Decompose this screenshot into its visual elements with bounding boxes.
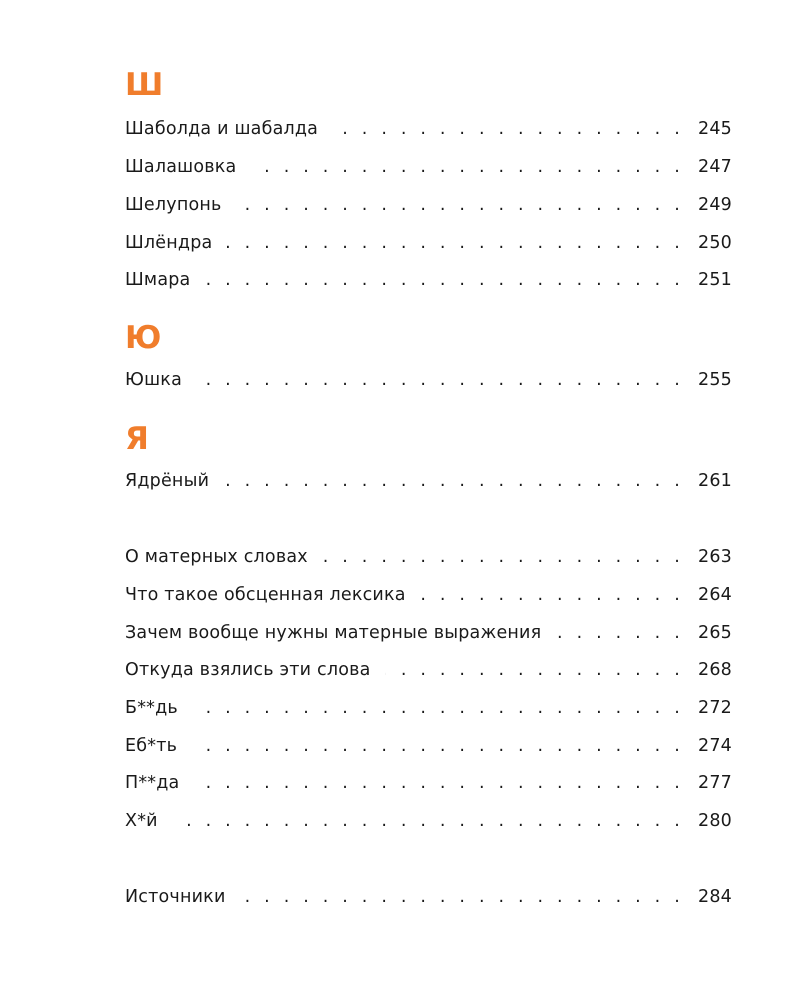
toc-entry[interactable]	[125, 268, 732, 292]
entry-title: Шалашовка	[125, 157, 237, 177]
dot-leader	[193, 771, 684, 795]
dot-leader	[204, 268, 684, 292]
entry-page-number: 277	[697, 773, 732, 793]
toc-entry[interactable]	[125, 368, 732, 392]
entry-title: Источники	[125, 887, 226, 907]
entry-title: Шлёндра	[125, 233, 213, 253]
toc-entry[interactable]	[125, 696, 732, 720]
entry-title: П**да	[125, 773, 180, 793]
dot-leader	[191, 734, 684, 758]
toc-entry[interactable]	[125, 621, 732, 645]
entry-title: Что такое обсценная лексика	[125, 585, 406, 605]
dot-leader	[385, 658, 684, 682]
entry-page-number: 268	[697, 660, 732, 680]
entry-page-number: 250	[697, 233, 732, 253]
entry-title: Б**дь	[125, 698, 178, 718]
entry-title: Откуда взялись эти слова	[125, 660, 371, 680]
entry-title: О матерных словах	[125, 547, 308, 567]
section-letter: Ш	[125, 67, 163, 103]
dot-leader	[236, 193, 684, 217]
entry-page-number: 272	[697, 698, 732, 718]
entry-page-number: 280	[697, 811, 732, 831]
dot-leader	[226, 231, 684, 255]
toc-entry[interactable]	[125, 155, 732, 179]
toc-entry[interactable]	[125, 658, 732, 682]
toc-entry[interactable]	[125, 231, 732, 255]
entry-page-number: 251	[697, 270, 732, 290]
entry-title: Шмара	[125, 270, 191, 290]
entry-page-number: 261	[697, 471, 732, 491]
entry-page-number: 255	[697, 370, 732, 390]
entry-page-number: 249	[697, 195, 732, 215]
section-letter: Я	[125, 421, 148, 457]
dot-leader	[332, 117, 684, 141]
dot-leader	[196, 368, 684, 392]
toc-entry[interactable]	[125, 583, 732, 607]
toc-entry[interactable]	[125, 193, 732, 217]
dot-leader	[192, 696, 684, 720]
toc-entry[interactable]	[125, 469, 732, 493]
entry-title: Шелупонь	[125, 195, 222, 215]
entry-title: Зачем вообще нужны матерные выражения	[125, 623, 542, 643]
section-letter: Ю	[125, 320, 161, 356]
entry-page-number: 263	[697, 547, 732, 567]
toc-entry[interactable]	[125, 545, 732, 569]
dot-leader	[250, 155, 684, 179]
entry-page-number: 245	[697, 119, 732, 139]
toc-entry[interactable]	[125, 117, 732, 141]
toc-entry-sources[interactable]	[125, 885, 732, 909]
entry-page-number: 247	[697, 157, 732, 177]
dot-leader	[240, 885, 684, 909]
toc-entry[interactable]	[125, 809, 732, 833]
entry-page-number: 264	[697, 585, 732, 605]
entry-title: Юшка	[125, 370, 182, 390]
entry-title: Шаболда и шабалда	[125, 119, 319, 139]
entry-page-number: 274	[697, 736, 732, 756]
dot-leader	[223, 469, 684, 493]
entry-page-number: 284	[697, 887, 732, 907]
dot-leader	[322, 545, 684, 569]
dot-leader	[172, 809, 684, 833]
entry-page-number: 265	[697, 623, 732, 643]
entry-title: Х*й	[125, 811, 158, 831]
dot-leader	[420, 583, 684, 607]
dot-leader	[555, 621, 684, 645]
entry-title: Еб*ть	[125, 736, 178, 756]
entry-title: Ядрёный	[125, 471, 210, 491]
toc-entry[interactable]	[125, 771, 732, 795]
toc-entry[interactable]	[125, 734, 732, 758]
